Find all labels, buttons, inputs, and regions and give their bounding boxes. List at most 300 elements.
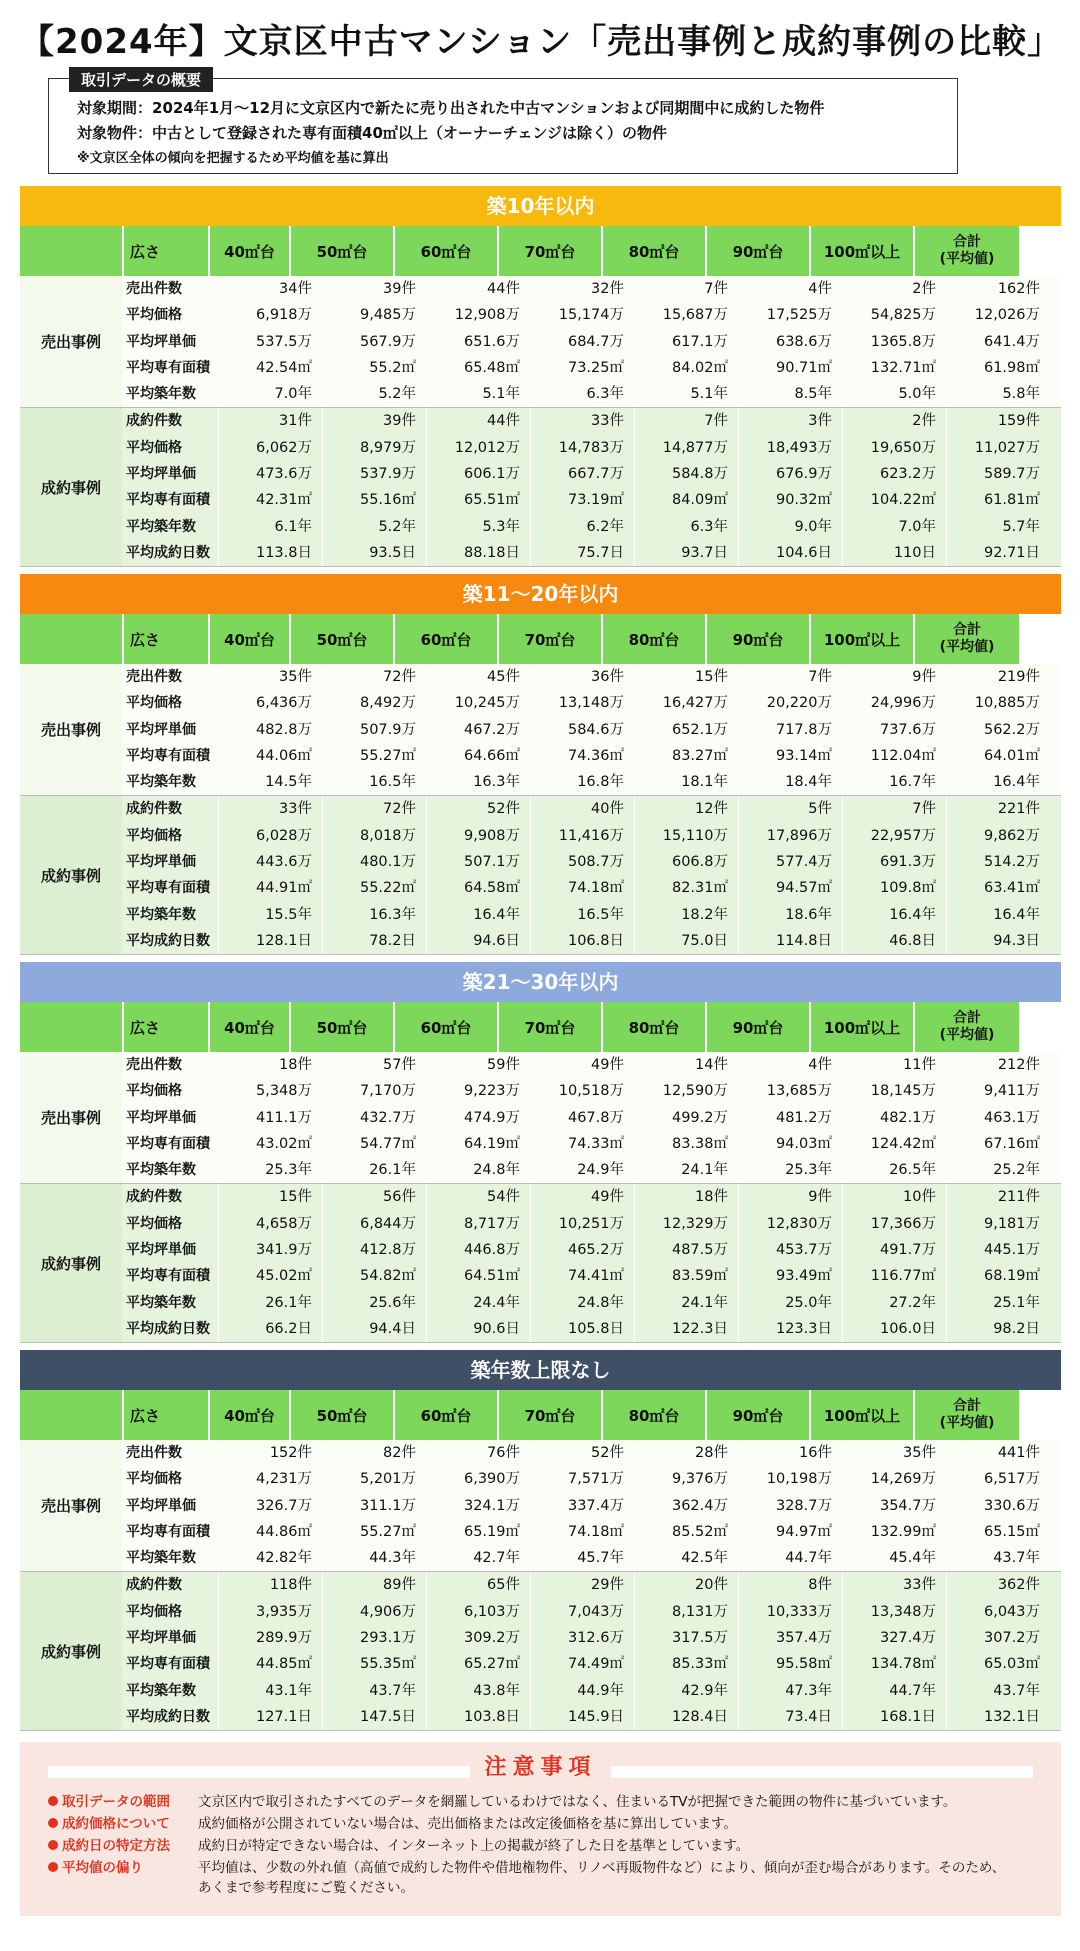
header-column: 90㎡台 xyxy=(707,1390,809,1440)
row-label: 平均専有面積 xyxy=(126,1523,210,1540)
cell-value: 43.1年 xyxy=(218,1678,322,1704)
table-row xyxy=(122,1678,1061,1704)
cell-value: 168.1日 xyxy=(842,1704,946,1730)
cell-value: 12,012万 xyxy=(426,435,530,461)
table-row xyxy=(122,408,1061,434)
header-total xyxy=(915,614,1019,664)
cell-value: 55.16㎡ xyxy=(322,487,426,513)
cell-value: 9,223万 xyxy=(426,1078,530,1104)
table-header xyxy=(20,226,1061,276)
cell-value: 24.1年 xyxy=(634,1157,738,1183)
cell-value: 16.5年 xyxy=(530,902,634,928)
cell-value: 499.2万 xyxy=(634,1105,738,1131)
cell-value: 8,492万 xyxy=(322,690,426,716)
note-item xyxy=(48,1856,1018,1896)
cell-value: 113.8日 xyxy=(218,540,322,566)
section-title-band: 築年数上限なし xyxy=(20,1350,1061,1390)
cell-value: 65.51㎡ xyxy=(426,487,530,513)
row-label: 平均価格 xyxy=(126,307,182,324)
row-total-value: 445.1万 xyxy=(946,1237,1050,1263)
row-label: 平均坪単価 xyxy=(126,1497,196,1514)
table-row xyxy=(122,1157,1061,1183)
cell-value: 94.57㎡ xyxy=(738,875,842,901)
header-column: 80㎡台 xyxy=(603,1002,705,1052)
row-label: 平均築年数 xyxy=(126,1550,196,1567)
table-row xyxy=(122,823,1061,849)
header-total-label: 合計 xyxy=(953,622,981,638)
cell-value: 26.1年 xyxy=(218,1290,322,1316)
row-total-value: 212件 xyxy=(946,1052,1050,1078)
cell-value: 94.03㎡ xyxy=(738,1131,842,1157)
cell-value: 83.59㎡ xyxy=(634,1263,738,1289)
cell-value: 13,148万 xyxy=(530,690,634,716)
note-item xyxy=(48,1790,1018,1810)
row-total-value: 441件 xyxy=(946,1440,1050,1466)
cell-value: 105.8日 xyxy=(530,1316,634,1342)
cell-value: 507.9万 xyxy=(322,717,426,743)
row-label: 平均成約日数 xyxy=(126,1708,210,1725)
header-column: 40㎡台 xyxy=(210,1390,289,1440)
cell-value: 311.1万 xyxy=(322,1493,426,1519)
cell-value: 85.52㎡ xyxy=(634,1519,738,1545)
cell-value: 15件 xyxy=(634,664,738,690)
cell-value: 20,220万 xyxy=(738,690,842,716)
cell-value: 43.8年 xyxy=(426,1678,530,1704)
cell-value: 17,366万 xyxy=(842,1211,946,1237)
cell-value: 85.33㎡ xyxy=(634,1651,738,1677)
cell-value: 10,198万 xyxy=(738,1466,842,1492)
row-total-value: 9,862万 xyxy=(946,823,1050,849)
cell-value: 147.5日 xyxy=(322,1704,426,1730)
cell-value: 7,571万 xyxy=(530,1466,634,1492)
note-text: 成約日が特定できない場合は、インターネット上の掲載が終了した日を基準としています。 xyxy=(198,1838,750,1854)
cell-value: 465.2万 xyxy=(530,1237,634,1263)
row-label: 平均築年数 xyxy=(126,1294,196,1311)
row-label: 平均価格 xyxy=(126,695,182,712)
cell-value: 88.18日 xyxy=(426,540,530,566)
table-section xyxy=(20,186,1061,567)
header-column: 60㎡台 xyxy=(395,1002,497,1052)
cell-value: 45.7年 xyxy=(530,1545,634,1571)
cell-value: 309.2万 xyxy=(426,1625,530,1651)
cell-value: 312.6万 xyxy=(530,1625,634,1651)
row-total-value: 6,043万 xyxy=(946,1599,1050,1625)
cell-value: 83.38㎡ xyxy=(634,1131,738,1157)
header-blank-cell xyxy=(20,614,122,664)
cell-value: 103.8日 xyxy=(426,1704,530,1730)
cell-value: 89件 xyxy=(322,1572,426,1598)
cell-value: 18.1年 xyxy=(634,769,738,795)
cell-value: 128.4日 xyxy=(634,1704,738,1730)
cell-value: 10,333万 xyxy=(738,1599,842,1625)
cell-value: 29件 xyxy=(530,1572,634,1598)
group-label: 売出事例 xyxy=(20,664,122,795)
overview-period: 対象期間：2024年1月〜12月に文京区内で新たに売り出された中古マンションおよび同期間中に成約した物件 xyxy=(77,99,825,117)
cell-value: 65.48㎡ xyxy=(426,355,530,381)
cell-value: 132.71㎡ xyxy=(842,355,946,381)
row-total-value: 9,411万 xyxy=(946,1078,1050,1104)
row-label: 平均価格 xyxy=(126,1603,182,1620)
row-label: 平均築年数 xyxy=(126,386,196,403)
row-label: 平均築年数 xyxy=(126,1682,196,1699)
cell-value: 123.3日 xyxy=(738,1316,842,1342)
cell-value: 317.5万 xyxy=(634,1625,738,1651)
row-label: 売出件数 xyxy=(126,281,182,297)
table-row xyxy=(122,769,1061,795)
overview-note: ※文京区全体の傾向を把握するため平均値を基に算出 xyxy=(77,151,389,166)
cell-value: 5.2年 xyxy=(322,381,426,407)
row-label: 平均専有面積 xyxy=(126,880,210,897)
cell-value: 72件 xyxy=(322,664,426,690)
cell-value: 17,896万 xyxy=(738,823,842,849)
header-column: 60㎡台 xyxy=(395,1390,497,1440)
row-total-value: 219件 xyxy=(946,664,1050,690)
cell-value: 24.8年 xyxy=(426,1157,530,1183)
cell-value: 328.7万 xyxy=(738,1493,842,1519)
header-column: 40㎡台 xyxy=(210,614,289,664)
cell-value: 3件 xyxy=(738,408,842,434)
cell-value: 45件 xyxy=(426,664,530,690)
cell-value: 577.4万 xyxy=(738,849,842,875)
cell-value: 44件 xyxy=(426,276,530,302)
cell-value: 676.9万 xyxy=(738,461,842,487)
cell-value: 90.32㎡ xyxy=(738,487,842,513)
row-label: 平均坪単価 xyxy=(126,854,196,871)
cell-value: 16.3年 xyxy=(322,902,426,928)
table-row xyxy=(122,1545,1061,1571)
cell-value: 74.41㎡ xyxy=(530,1263,634,1289)
bullet-icon xyxy=(48,1840,58,1850)
row-total-value: 94.3日 xyxy=(946,928,1050,954)
cell-value: 453.7万 xyxy=(738,1237,842,1263)
row-total-value: 43.7年 xyxy=(946,1545,1050,1571)
cell-value: 34件 xyxy=(218,276,322,302)
cell-value: 8,717万 xyxy=(426,1211,530,1237)
cell-value: 14,877万 xyxy=(634,435,738,461)
cell-value: 289.9万 xyxy=(218,1625,322,1651)
cell-value: 6.3年 xyxy=(634,514,738,540)
cell-value: 467.2万 xyxy=(426,717,530,743)
cell-value: 84.09㎡ xyxy=(634,487,738,513)
row-label: 成約件数 xyxy=(126,413,182,430)
sale-group xyxy=(20,1052,1061,1184)
cell-value: 4件 xyxy=(738,276,842,302)
cell-value: 16.4年 xyxy=(842,902,946,928)
row-total-value: 61.98㎡ xyxy=(946,355,1050,381)
cell-value: 64.58㎡ xyxy=(426,875,530,901)
table-row xyxy=(122,1704,1061,1730)
cell-value: 42.54㎡ xyxy=(218,355,322,381)
cell-value: 110日 xyxy=(842,540,946,566)
header-column: 70㎡台 xyxy=(499,1390,601,1440)
table-row xyxy=(122,1599,1061,1625)
row-total-value: 92.71日 xyxy=(946,540,1050,566)
cell-value: 18件 xyxy=(218,1052,322,1078)
row-label: 平均価格 xyxy=(126,827,182,844)
cell-value: 42.5年 xyxy=(634,1545,738,1571)
cell-value: 25.6年 xyxy=(322,1290,426,1316)
row-total-value: 159件 xyxy=(946,408,1050,434)
row-total-value: 221件 xyxy=(946,796,1050,822)
cell-value: 44.7年 xyxy=(842,1678,946,1704)
header-total xyxy=(915,1390,1019,1440)
header-area-label: 広さ xyxy=(124,226,208,276)
cell-value: 6,436万 xyxy=(218,690,322,716)
cell-value: 106.0日 xyxy=(842,1316,946,1342)
notes-box xyxy=(20,1742,1061,1916)
closed-group xyxy=(20,1184,1061,1343)
cell-value: 11件 xyxy=(842,1052,946,1078)
row-label: 平均価格 xyxy=(126,1471,182,1488)
cell-value: 55.27㎡ xyxy=(322,1519,426,1545)
cell-value: 10,518万 xyxy=(530,1078,634,1104)
cell-value: 7件 xyxy=(634,408,738,434)
header-total xyxy=(915,226,1019,276)
table-row xyxy=(122,1237,1061,1263)
header-area-label: 広さ xyxy=(124,614,208,664)
cell-value: 7件 xyxy=(738,664,842,690)
cell-value: 9,376万 xyxy=(634,1466,738,1492)
cell-value: 508.7万 xyxy=(530,849,634,875)
cell-value: 44.91㎡ xyxy=(218,875,322,901)
cell-value: 55.27㎡ xyxy=(322,743,426,769)
cell-value: 327.4万 xyxy=(842,1625,946,1651)
header-total-sub: (平均値) xyxy=(939,1415,995,1431)
cell-value: 684.7万 xyxy=(530,329,634,355)
cell-value: 14.5年 xyxy=(218,769,322,795)
cell-value: 7.0年 xyxy=(842,514,946,540)
header-blank-cell xyxy=(20,1002,122,1052)
row-total-value: 98.2日 xyxy=(946,1316,1050,1342)
cell-value: 15,110万 xyxy=(634,823,738,849)
header-column: 40㎡台 xyxy=(210,1002,289,1052)
cell-value: 5.3年 xyxy=(426,514,530,540)
cell-value: 16.7年 xyxy=(842,769,946,795)
cell-value: 717.8万 xyxy=(738,717,842,743)
cell-value: 5件 xyxy=(738,796,842,822)
cell-value: 16.5年 xyxy=(322,769,426,795)
row-label: 平均築年数 xyxy=(126,774,196,791)
cell-value: 7,043万 xyxy=(530,1599,634,1625)
table-row xyxy=(122,1440,1061,1466)
cell-value: 18件 xyxy=(634,1184,738,1210)
table-row xyxy=(122,902,1061,928)
cell-value: 8,979万 xyxy=(322,435,426,461)
overview-box xyxy=(48,71,958,174)
row-label: 平均専有面積 xyxy=(126,1656,210,1673)
header-column: 60㎡台 xyxy=(395,614,497,664)
cell-value: 127.1日 xyxy=(218,1704,322,1730)
cell-value: 24.4年 xyxy=(426,1290,530,1316)
row-label: 売出件数 xyxy=(126,1057,182,1073)
cell-value: 10件 xyxy=(842,1184,946,1210)
row-total-value: 463.1万 xyxy=(946,1105,1050,1131)
cell-value: 3,935万 xyxy=(218,1599,322,1625)
cell-value: 44.85㎡ xyxy=(218,1651,322,1677)
cell-value: 2件 xyxy=(842,408,946,434)
row-label: 平均専有面積 xyxy=(126,359,210,376)
cell-value: 482.8万 xyxy=(218,717,322,743)
cell-value: 74.36㎡ xyxy=(530,743,634,769)
cell-value: 132.99㎡ xyxy=(842,1519,946,1545)
cell-value: 57件 xyxy=(322,1052,426,1078)
bullet-icon xyxy=(48,1818,58,1828)
header-column: 90㎡台 xyxy=(707,1002,809,1052)
cell-value: 44.7年 xyxy=(738,1545,842,1571)
cell-value: 65件 xyxy=(426,1572,530,1598)
cell-value: 362.4万 xyxy=(634,1493,738,1519)
cell-value: 606.1万 xyxy=(426,461,530,487)
row-total-value: 61.81㎡ xyxy=(946,487,1050,513)
cell-value: 78.2日 xyxy=(322,928,426,954)
table-row xyxy=(122,849,1061,875)
row-label: 平均坪単価 xyxy=(126,1242,196,1259)
row-label: 平均価格 xyxy=(126,1215,182,1232)
cell-value: 64.66㎡ xyxy=(426,743,530,769)
table-row xyxy=(122,928,1061,954)
group-label: 成約事例 xyxy=(20,1572,122,1730)
cell-value: 473.6万 xyxy=(218,461,322,487)
row-label: 平均築年数 xyxy=(126,518,196,535)
header-total-sub: (平均値) xyxy=(939,1027,995,1043)
cell-value: 337.4万 xyxy=(530,1493,634,1519)
note-item xyxy=(48,1834,1018,1854)
header-total-label: 合計 xyxy=(953,1010,981,1026)
cell-value: 72件 xyxy=(322,796,426,822)
cell-value: 104.22㎡ xyxy=(842,487,946,513)
cell-value: 5.1年 xyxy=(426,381,530,407)
cell-value: 14,783万 xyxy=(530,435,634,461)
row-label: 平均成約日数 xyxy=(126,1320,210,1337)
cell-value: 42.31㎡ xyxy=(218,487,322,513)
cell-value: 55.22㎡ xyxy=(322,875,426,901)
row-label: 平均坪単価 xyxy=(126,1109,196,1126)
section-title-band: 築21〜30年以内 xyxy=(20,962,1061,1002)
note-text: 成約価格が公開されていない場合は、売出価格または改定後価格を基に算出しています。 xyxy=(198,1816,737,1832)
cell-value: 443.6万 xyxy=(218,849,322,875)
cell-value: 73.25㎡ xyxy=(530,355,634,381)
row-total-value: 6,517万 xyxy=(946,1466,1050,1492)
header-column: 50㎡台 xyxy=(291,226,393,276)
cell-value: 15件 xyxy=(218,1184,322,1210)
cell-value: 54.82㎡ xyxy=(322,1263,426,1289)
row-label: 平均坪単価 xyxy=(126,1630,196,1647)
row-label: 売出件数 xyxy=(126,669,182,685)
cell-value: 65.19㎡ xyxy=(426,1519,530,1545)
cell-value: 93.14㎡ xyxy=(738,743,842,769)
table-row xyxy=(122,276,1061,302)
cell-value: 75.0日 xyxy=(634,928,738,954)
closed-group xyxy=(20,796,1061,955)
cell-value: 45.4年 xyxy=(842,1545,946,1571)
table-header xyxy=(20,1002,1061,1052)
table-row xyxy=(122,1184,1061,1210)
row-total-value: 330.6万 xyxy=(946,1493,1050,1519)
cell-value: 20件 xyxy=(634,1572,738,1598)
cell-value: 15,174万 xyxy=(530,302,634,328)
cell-value: 93.7日 xyxy=(634,540,738,566)
cell-value: 7件 xyxy=(842,796,946,822)
cell-value: 42.82年 xyxy=(218,1545,322,1571)
cell-value: 6,103万 xyxy=(426,1599,530,1625)
cell-value: 537.9万 xyxy=(322,461,426,487)
table-row xyxy=(122,540,1061,566)
table-row xyxy=(122,743,1061,769)
table-row xyxy=(122,1625,1061,1651)
cell-value: 15,687万 xyxy=(634,302,738,328)
row-total-value: 65.03㎡ xyxy=(946,1651,1050,1677)
cell-value: 6,390万 xyxy=(426,1466,530,1492)
table-row xyxy=(122,1131,1061,1157)
cell-value: 42.7年 xyxy=(426,1545,530,1571)
cell-value: 128.1日 xyxy=(218,928,322,954)
cell-value: 25.3年 xyxy=(218,1157,322,1183)
row-label: 平均価格 xyxy=(126,1083,182,1100)
cell-value: 446.8万 xyxy=(426,1237,530,1263)
row-label: 平均専有面積 xyxy=(126,492,210,509)
row-total-value: 9,181万 xyxy=(946,1211,1050,1237)
group-label: 成約事例 xyxy=(20,1184,122,1342)
cell-value: 12,830万 xyxy=(738,1211,842,1237)
row-total-value: 67.16㎡ xyxy=(946,1131,1050,1157)
closed-group xyxy=(20,408,1061,567)
cell-value: 8.5年 xyxy=(738,381,842,407)
cell-value: 74.18㎡ xyxy=(530,875,634,901)
cell-value: 14件 xyxy=(634,1052,738,1078)
table-section xyxy=(20,962,1061,1343)
cell-value: 26.5年 xyxy=(842,1157,946,1183)
cell-value: 134.78㎡ xyxy=(842,1651,946,1677)
cell-value: 39件 xyxy=(322,276,426,302)
cell-value: 10,245万 xyxy=(426,690,530,716)
cell-value: 411.1万 xyxy=(218,1105,322,1131)
cell-value: 24.9年 xyxy=(530,1157,634,1183)
cell-value: 24.8年 xyxy=(530,1290,634,1316)
cell-value: 55.35㎡ xyxy=(322,1651,426,1677)
cell-value: 293.1万 xyxy=(322,1625,426,1651)
row-total-value: 16.4年 xyxy=(946,769,1050,795)
cell-value: 474.9万 xyxy=(426,1105,530,1131)
cell-value: 487.5万 xyxy=(634,1237,738,1263)
cell-value: 35件 xyxy=(842,1440,946,1466)
cell-value: 8件 xyxy=(738,1572,842,1598)
cell-value: 43.7年 xyxy=(322,1678,426,1704)
table-row xyxy=(122,796,1061,822)
cell-value: 9件 xyxy=(842,664,946,690)
table-row xyxy=(122,1572,1061,1598)
cell-value: 507.1万 xyxy=(426,849,530,875)
cell-value: 651.6万 xyxy=(426,329,530,355)
header-blank-cell xyxy=(20,226,122,276)
cell-value: 737.6万 xyxy=(842,717,946,743)
note-key: 成約日の特定方法 xyxy=(48,1834,198,1854)
cell-value: 5.2年 xyxy=(322,514,426,540)
table-row xyxy=(122,1078,1061,1104)
cell-value: 6,062万 xyxy=(218,435,322,461)
group-label: 売出事例 xyxy=(20,1440,122,1571)
table-row xyxy=(122,1651,1061,1677)
row-label: 成約件数 xyxy=(126,1577,182,1594)
cell-value: 13,348万 xyxy=(842,1599,946,1625)
cell-value: 6.1年 xyxy=(218,514,322,540)
cell-value: 6,844万 xyxy=(322,1211,426,1237)
cell-value: 76件 xyxy=(426,1440,530,1466)
row-total-value: 211件 xyxy=(946,1184,1050,1210)
cell-value: 124.42㎡ xyxy=(842,1131,946,1157)
cell-value: 94.97㎡ xyxy=(738,1519,842,1545)
cell-value: 73.19㎡ xyxy=(530,487,634,513)
header-column: 40㎡台 xyxy=(210,226,289,276)
